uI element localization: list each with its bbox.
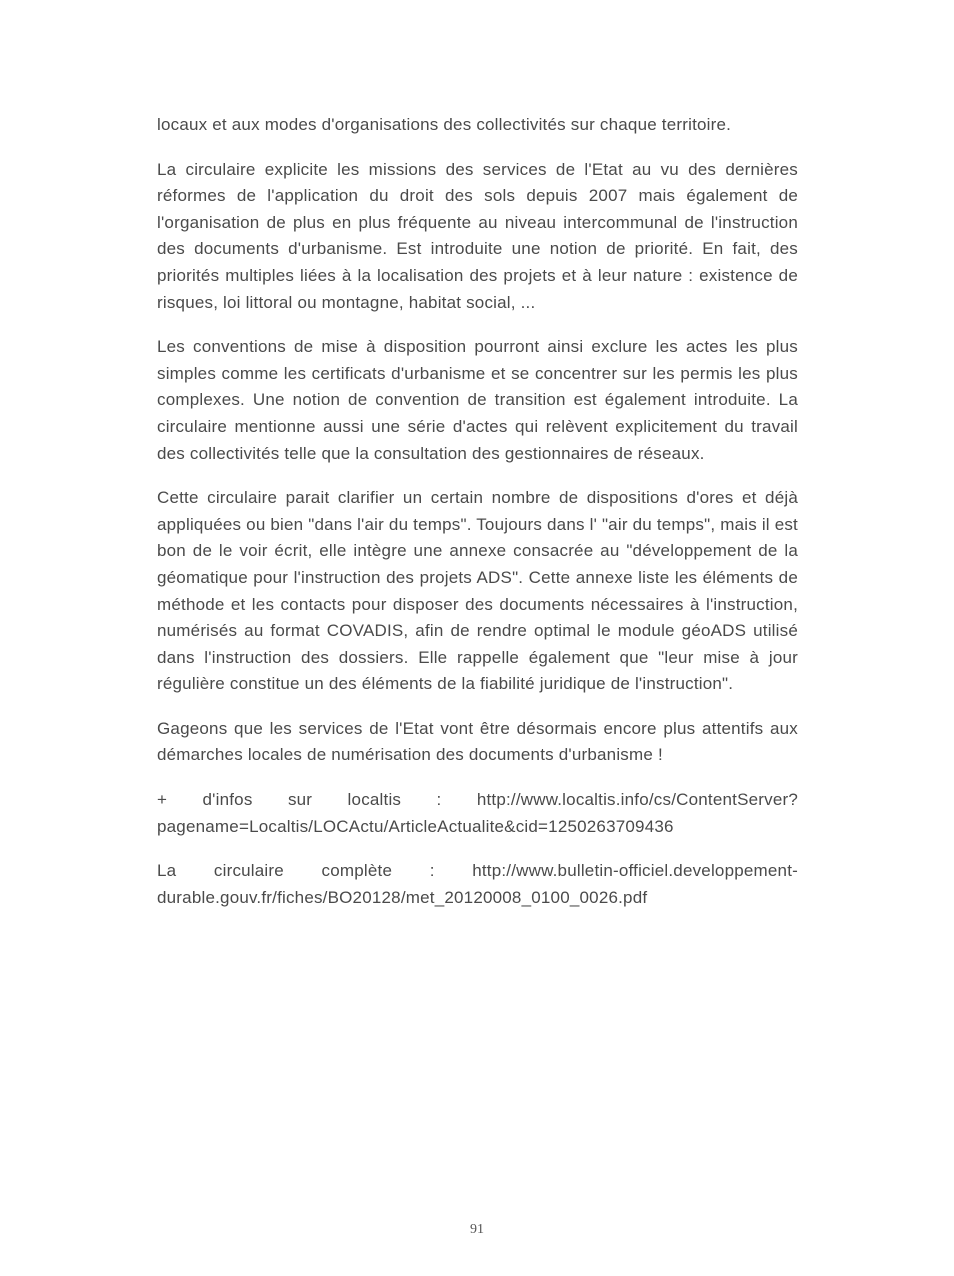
page-number: 91 bbox=[470, 1222, 484, 1237]
paragraph-link-localtis: + d'infos sur localtis : http://www.localtis.info/cs/ContentServer?pagename=Localtis/LOCActu/ArticleActualite&cid=1250263709436 bbox=[157, 790, 798, 836]
paragraph-conventions: Les conventions de mise à disposition pourront ainsi exclure les actes les plus simples comme les certificats d'urbanisme et se concentrer sur les permis les plus complexes. Une notion de convention de transition est également introduite. La circulaire mentionne aussi une série d'actes qui relèvent explicitement du travail des collectivités telle que la consultation des gestionnaires de réseaux. bbox=[157, 337, 798, 463]
paragraph-conclusion: Gageons que les services de l'Etat vont être désormais encore plus attentifs aux démarches locales de numérisation des documents d'urbanisme ! bbox=[157, 718, 798, 765]
paragraph-circulaire-missions: La circulaire explicite les missions des services de l'Etat au vu des dernières réformes de l'application du droit des sols depuis 2007 mais également de l'organisation de plus en plus fréquente au niveau intercommunal de l'instruction des documents d'urbanisme. Est introduite une notion de priorité. En fait, des priorités multiples liées à la localisation des projets et à leur nature : existence de risques, loi littoral ou montagne, habitat social, ... bbox=[157, 159, 798, 312]
paragraph-link-circulaire: La circulaire complète : http://www.bulletin-officiel.developpement-durable.gouv.fr/fiches/BO20128/met_20120008_0100_0026.pdf bbox=[157, 861, 798, 907]
paragraph-continuation: locaux et aux modes d'organisations des collectivités sur chaque territoire. bbox=[157, 115, 732, 134]
paragraph-clarification-annexe: Cette circulaire parait clarifier un certain nombre de dispositions d'ores et déjà appliquées ou bien "dans l'air du temps". Toujours dans l' "air du temps", mais il est bon de le voir écrit, elle intègre une annexe consacrée au "développement de la géomatique pour l'instruction des projets ADS". Cette annexe liste les éléments de méthode et les contacts pour disposer des documents nécessaires à l'instruction, numérisés au format COVADIS, afin de rendre optimal le module géoADS utilisé dans l'instruction des dossiers. Elle rappelle également que "leur mise à jour régulière constitue un des éléments de la fiabilité juridique de l'instruction". bbox=[157, 488, 798, 694]
page-content bbox=[157, 112, 798, 929]
